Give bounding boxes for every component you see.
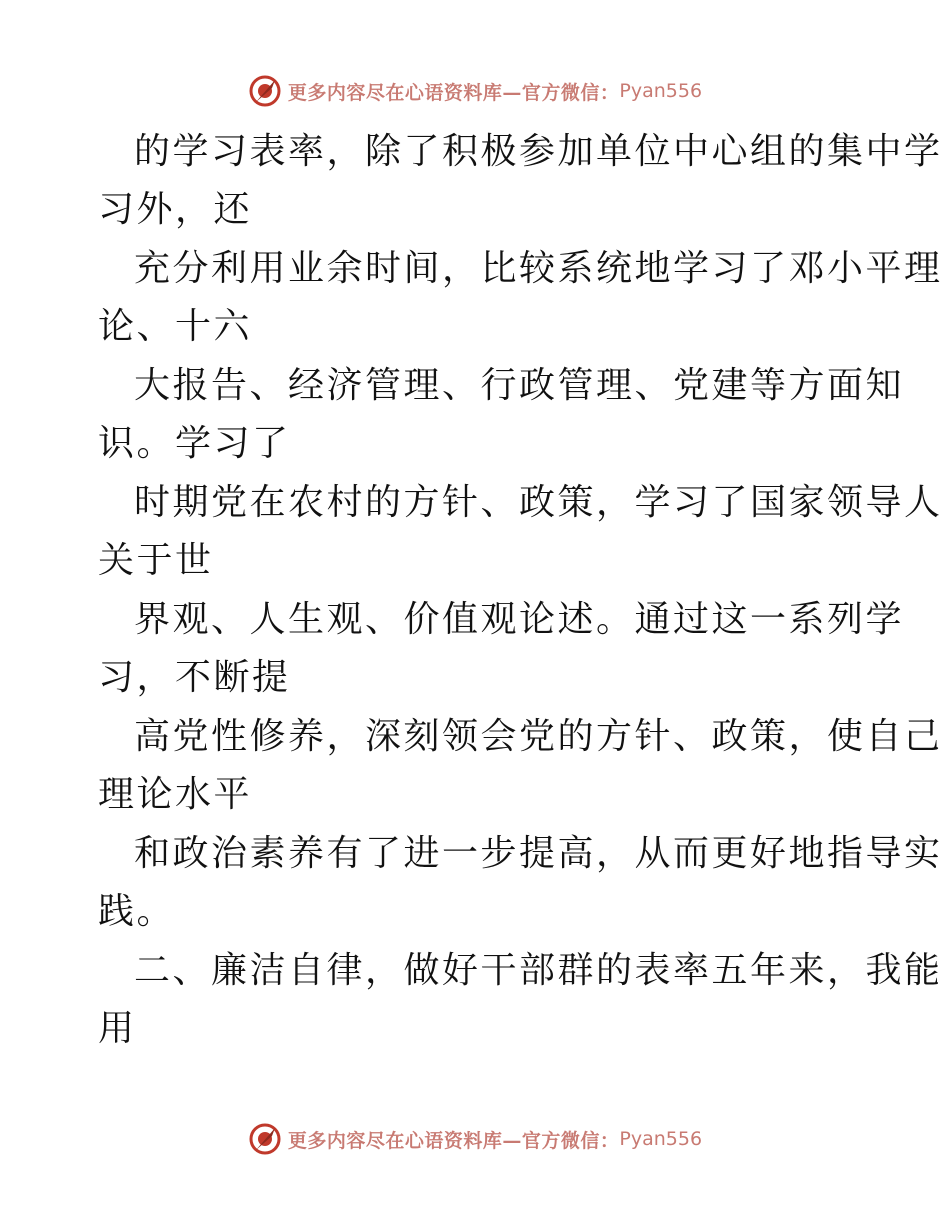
text-line: 界观、人生观、价值观论述。通过这一系列学	[134, 599, 905, 640]
wechat-handle: Pyan556	[619, 80, 703, 102]
quill-circle-icon	[248, 74, 282, 108]
wechat-handle: Pyan556	[619, 1128, 703, 1150]
text-line: 识。学习了	[98, 423, 291, 464]
text-line: 关于世	[98, 540, 214, 581]
footer-banner	[0, 1119, 950, 1159]
text-line: 论、十六	[98, 306, 253, 347]
text-line: 高党性修养，深刻领会党的方针、政策，使自己	[134, 716, 943, 757]
text-line: 用	[98, 1008, 137, 1049]
text-line: 大报告、经济管理、行政管理、党建等方面知	[134, 365, 905, 406]
quill-circle-icon	[248, 1122, 282, 1156]
text-line: 的学习表率，除了积极参加单位中心组的集中学	[134, 131, 943, 172]
text-line: 习外，还	[98, 189, 253, 230]
banner-text: 更多内容尽在心语资料库—官方微信：	[287, 81, 620, 104]
text-line: 践。	[98, 891, 176, 932]
banner-text: 更多内容尽在心语资料库—官方微信：	[287, 1129, 620, 1152]
text-line: 时期党在农村的方针、政策，学习了国家领导人	[134, 482, 943, 523]
text-line: 充分利用业余时间，比较系统地学习了邓小平理	[134, 248, 943, 289]
text-line: 二、廉洁自律，做好干部群的表率五年来，我能	[134, 950, 943, 991]
text-line: 理论水平	[98, 774, 253, 815]
header-banner	[0, 71, 950, 111]
text-line: 习，不断提	[98, 657, 291, 698]
text-line: 和政治素养有了进一步提高，从而更好地指导实	[134, 833, 943, 874]
